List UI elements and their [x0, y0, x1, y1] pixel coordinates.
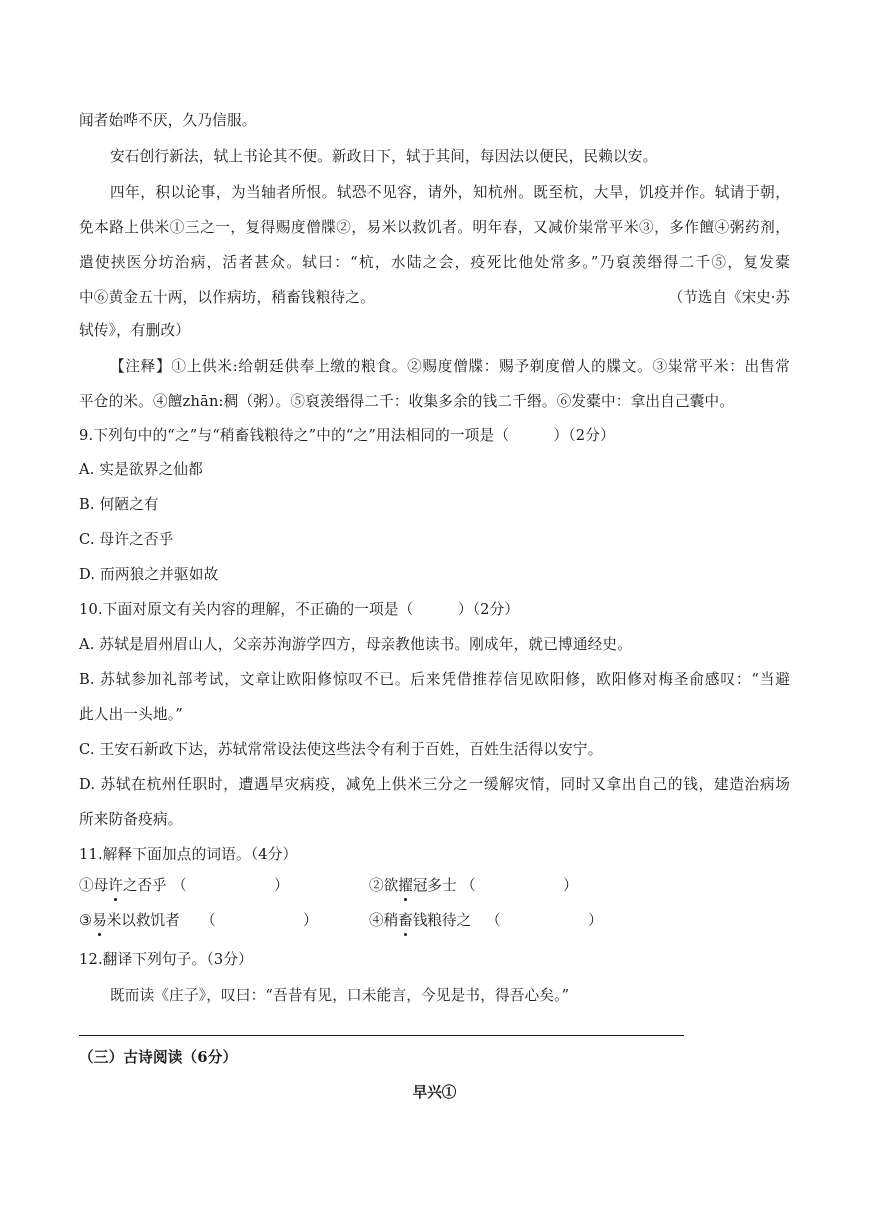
q11-answer-blank-2[interactable]: （ ） — [461, 877, 578, 894]
section-divider — [79, 1035, 684, 1036]
q11-answer-blank-3[interactable]: （ ） — [201, 912, 318, 929]
q11-item-4: ④稍畜钱粮待之 — [369, 912, 472, 929]
question-11-stem: 11.解释下面加点的词语。（4分） — [79, 846, 298, 863]
q9-option-a: A. 实是欲界之仙都 — [79, 461, 203, 478]
dotted-char: 畜 — [398, 912, 413, 929]
q10-option-a: A. 苏轼是眉州眉山人，父亲苏洵游学四方，母亲教他读书。刚成年，就已博通经史。 — [79, 636, 632, 653]
notes-line: 【注释】①上供米:给朝廷供奉上缴的粮食。②赐度僧牒：赐予剃度僧人的牒文。③粜常平米：出售常 — [110, 358, 790, 375]
q10-option-d: D. 苏轼在杭州任职时，遭遇旱灾病疫，减免上供米三分之一缓解灾情，同时又拿出自己的钱，建造治病场 — [79, 776, 790, 793]
passage-line: 四年，积以论事，为当轴者所恨。轼恐不见容，请外，知杭州。既至杭，大旱，饥疫并作。轼请于朝， — [110, 184, 790, 201]
dotted-char: 擢 — [398, 877, 413, 894]
q10-option-c: C. 王安石新政下达，苏轼常常设法使这些法令有利于百姓，百姓生活得以安宁。 — [79, 741, 603, 758]
dotted-char: 许 — [108, 877, 123, 894]
passage-line: 免本路上供米①三之一，复得赐度僧牒②，易米以救饥者。明年春，又减价粜常平米③，多作饘④粥药剂， — [79, 219, 790, 236]
q11-item-3: ③易米以救饥者 — [79, 912, 180, 929]
q11-answer-blank-1[interactable]: （ ） — [172, 877, 289, 894]
q10-option-b-cont: 此人出一头地。” — [79, 706, 183, 723]
q11-answer-blank-4[interactable]: （ ） — [486, 912, 603, 929]
passage-line: 中⑥黄金五十两，以作病坊，稍畜钱粮待之。 — [79, 289, 375, 306]
passage-line: 安石创行新法，轼上书论其不便。新政日下，轼于其间，每因法以便民，民赖以安。 — [110, 148, 658, 165]
poem-title: 早兴① — [412, 1084, 457, 1101]
question-9-stem: 9.下列句中的“之”与“稍畜钱粮待之”中的“之”用法相同的一项是（ ）（2分） — [79, 427, 615, 444]
q10-option-b: B. 苏轼参加礼部考试，文章让欧阳修惊叹不已。后来凭借推荐信见欧阳修，欧阳修对梅圣俞感叹：“当避 — [79, 671, 790, 688]
q10-option-d-cont: 所来防备疫病。 — [79, 811, 183, 828]
passage-source-cont: 轼传》，有删改） — [79, 322, 191, 339]
passage-line: 闻者始哗不厌，久乃信服。 — [79, 112, 257, 129]
passage-line: 遣使挟医分坊治病，活者甚众。轼曰：“杭，水陆之会，疫死比他处常多。”乃裒羡缗得二千⑤，复发橐 — [79, 254, 790, 271]
notes-line: 平仓的米。④饘zhān:稠（粥）。⑤裒羡缗得二千：收集多余的钱二千缗。⑥发橐中：拿出自己囊中。 — [79, 393, 735, 410]
question-10-stem: 10.下面对原文有关内容的理解，不正确的一项是（ ）（2分） — [79, 601, 520, 618]
q9-option-c: C. 母许之否乎 — [79, 531, 174, 548]
dotted-char: 易 — [92, 912, 107, 929]
q9-option-d: D. 而两狼之并驱如故 — [79, 566, 219, 583]
q12-sentence: 既而读《庄子》，叹曰：“吾昔有见，口未能言，今见是书，得吾心矣。” — [110, 987, 570, 1004]
q11-item-1: ①母许之否乎 — [79, 877, 167, 894]
q9-option-b: B. 何陋之有 — [79, 496, 159, 513]
passage-source: （节选自《宋史·苏 — [668, 289, 790, 306]
question-12-stem: 12.翻译下列句子。（3分） — [79, 951, 253, 968]
section-3-heading: （三）古诗阅读（6分） — [79, 1049, 238, 1066]
q11-item-2: ②欲擢冠多士 — [369, 877, 457, 894]
